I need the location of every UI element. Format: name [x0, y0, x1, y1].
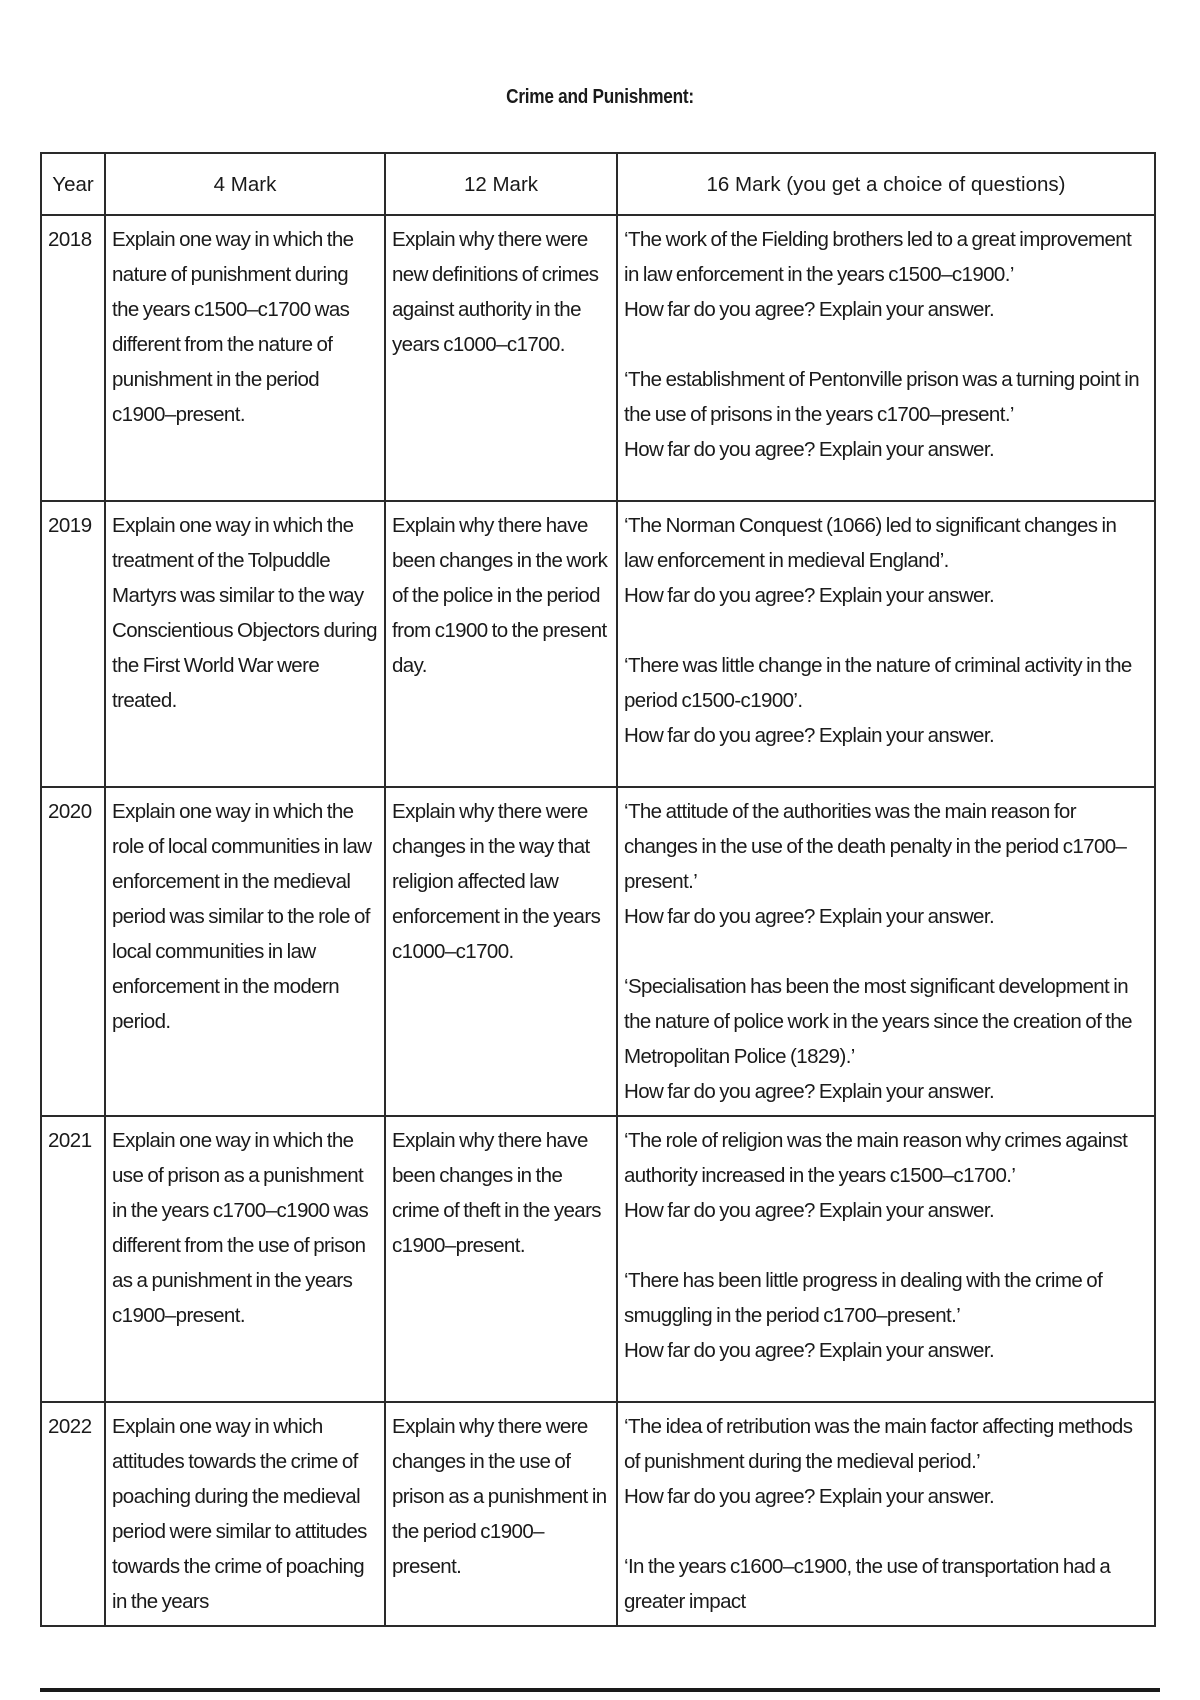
- sixteen-mark-cell: [617, 1116, 1155, 1402]
- four-mark-cell: [105, 501, 385, 787]
- sixteen-mark-cell: [617, 1402, 1155, 1626]
- sixteen-mark-questions: ‘The work of the Fielding brothers led to a great improvement in law enforcement in the years c1500–c1900.’ How far do you agree? Explain your answer. ‘The establishment of Pentonville prison was a turning point in the use of prisons in the years c1700–present.’ How far do you agree? Explain your answer.: [624, 228, 1139, 461]
- four-mark-cell: [105, 787, 385, 1116]
- four-mark-question: Explain one way in which the treatment of the Tolpuddle Martyrs was similar to the way Conscientious Objectors during the First World War were treated.: [112, 514, 377, 712]
- header-12-mark: 12 Mark: [385, 153, 617, 215]
- year-value: 2022: [48, 1415, 92, 1438]
- twelve-mark-question: Explain why there were changes in the way that religion affected law enforcement in the years c1000–c1700.: [392, 800, 601, 963]
- header-4-mark: 4 Mark: [105, 153, 385, 215]
- table-row: [41, 1116, 1155, 1402]
- twelve-mark-question: Explain why there have been changes in the crime of theft in the years c1900–present.: [392, 1129, 601, 1257]
- sixteen-mark-questions: ‘The idea of retribution was the main factor affecting methods of punishment during the medieval period.’ How far do you agree? Explain your answer. ‘In the years c1600–c1900, the use of transportation had a greater impact: [624, 1415, 1133, 1613]
- sixteen-mark-questions: ‘The role of religion was the main reason why crimes against authority increased in the years c1500–c1700.’ How far do you agree? Explain your answer. ‘There has been little progress in dealing with the crime of smuggling in the period c1700–present.’ How far do you agree? Explain your answer.: [624, 1129, 1128, 1362]
- twelve-mark-cell: [385, 1402, 617, 1626]
- sixteen-mark-questions: ‘The attitude of the authorities was the main reason for changes in the use of the death penalty in the period c1700–present.’ How far do you agree? Explain your answer. ‘Specialisation has been the most significant development in the nature of police work in the years since the creation of the Metropolitan Police (1829).’ How far do you agree? Explain your answer.: [624, 800, 1132, 1103]
- year-value: 2020: [48, 800, 92, 823]
- twelve-mark-question: Explain why there were new definitions of crimes against authority in the years c1000–c1700.: [392, 228, 599, 356]
- year-cell: [41, 1402, 105, 1626]
- header-year: Year: [41, 153, 105, 215]
- sixteen-mark-questions: ‘The Norman Conquest (1066) led to significant changes in law enforcement in medieval England’. How far do you agree? Explain your answer. ‘There was little change in the nature of criminal activity in the period c1500-c1900’. How far do you agree? Explain your answer.: [624, 514, 1132, 747]
- sixteen-mark-cell: [617, 501, 1155, 787]
- four-mark-cell: [105, 1116, 385, 1402]
- sixteen-mark-cell: [617, 787, 1155, 1116]
- twelve-mark-question: Explain why there have been changes in the work of the police in the period from c1900 to the present day.: [392, 514, 608, 677]
- four-mark-question: Explain one way in which the use of prison as a punishment in the years c1700–c1900 was different from the use of prison as a punishment in the years c1900–present.: [112, 1129, 369, 1327]
- four-mark-question: Explain one way in which attitudes towards the crime of poaching during the medieval period were similar to attitudes towards the crime of poaching in the years: [112, 1415, 367, 1613]
- twelve-mark-cell: [385, 215, 617, 501]
- year-value: 2019: [48, 514, 92, 537]
- four-mark-question: Explain one way in which the nature of punishment during the years c1500–c1700 was different from the nature of punishment in the period c1900–present.: [112, 228, 354, 426]
- year-cell: [41, 501, 105, 787]
- document-title: Crime and Punishment:: [506, 86, 694, 108]
- year-value: 2018: [48, 228, 92, 251]
- exam-questions-table: [40, 152, 1156, 1627]
- sixteen-mark-cell: [617, 215, 1155, 501]
- header-16-mark: 16 Mark (you get a choice of questions): [617, 153, 1155, 215]
- table-row: [41, 501, 1155, 787]
- four-mark-question: Explain one way in which the role of local communities in law enforcement in the medieval period was similar to the role of local communities in law enforcement in the modern period.: [112, 800, 372, 1033]
- twelve-mark-cell: [385, 501, 617, 787]
- year-cell: [41, 787, 105, 1116]
- year-cell: [41, 1116, 105, 1402]
- table-row: [41, 787, 1155, 1116]
- twelve-mark-cell: [385, 787, 617, 1116]
- four-mark-cell: [105, 1402, 385, 1626]
- four-mark-cell: [105, 215, 385, 501]
- year-value: 2021: [48, 1129, 92, 1152]
- table-row: [41, 215, 1155, 501]
- table-header-row: [41, 153, 1155, 215]
- bottom-divider: [40, 1688, 1160, 1692]
- table-row: [41, 1402, 1155, 1626]
- twelve-mark-cell: [385, 1116, 617, 1402]
- year-cell: [41, 215, 105, 501]
- twelve-mark-question: Explain why there were changes in the use of prison as a punishment in the period c1900–present.: [392, 1415, 607, 1578]
